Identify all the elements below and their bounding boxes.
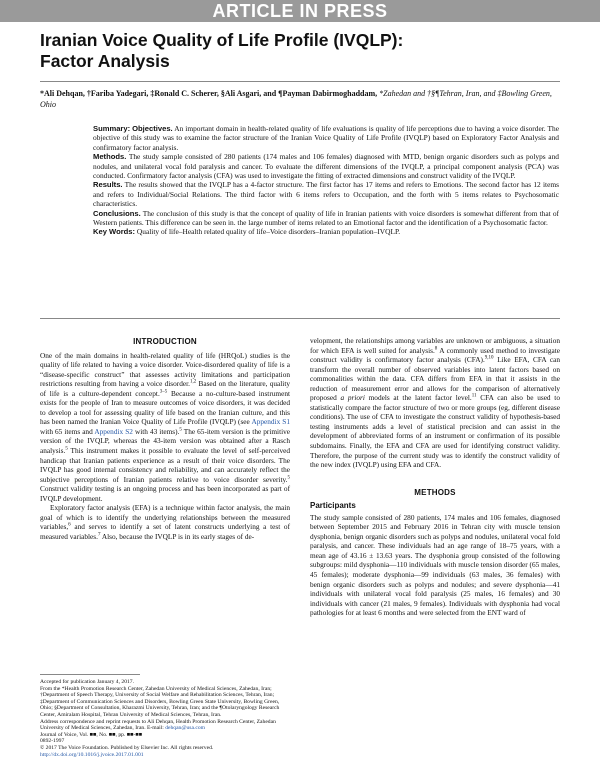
abstract-objectives: [93, 124, 559, 152]
abstract-results: [93, 180, 559, 208]
doi-link[interactable]: http://dx.doi.org/10.1016/j.jvoice.2017.01.001: [40, 751, 144, 758]
journal-info: Journal of Voice, Vol. ■■, No. ■■, pp. ■■-■■: [40, 731, 143, 738]
abstract-keywords: [93, 227, 559, 236]
participants-paragraph: The study sample consisted of 280 patients, 174 males and 106 females, diagnosed between September 2015 and February 2016 in Tehran city with muscle tension dysphonia, benign organic disorders such as polyps and nodules, unilateral vocal fold paralysis, and cancer. These individuals had an age range of 18–75 years, with a mean age of 43.16 ± 13.63 years. The dysphonia group consisted of the following subgroups: mild dysphonia—110 individuals with muscle tension disorder (65 males, 45 females); moderate dysphonia—99 individuals (63 males, 36 females) with benign organic disorders such as polyps and nodules; and severe dysphonia—41 individuals with unilateral vocal fold paralysis (25 males, 16 females) and 30 individuals with cancer (21 males, 9 females). Individuals with dysphonia had vocal pathologies for at least 6 months and were selected from the ENT ward of: [310, 512, 560, 618]
author-names: *Ali Dehqan, †Fariba Yadegari, ‡Ronald C. Scherer, §Ali Asgari, and ¶Payman Dabirmoghaddam,: [40, 89, 378, 98]
conclusions-text: The conclusion of this study is that the concept of quality of life in Iranian patients with voice disorders is somewhat different from that of Western patients. This difference can be seen in. the large number of items related to an Emotional factor and the identification of a Psychosomatic factor.: [93, 208, 559, 228]
participants-heading: Participants: [310, 501, 356, 511]
objectives-label: Objectives.: [132, 124, 173, 133]
intro-paragraph-2: Exploratory factor analysis (EFA) is a technique within factor analysis, the main goal of which is to identify the underlying relationships between the measured variables,$^6$ and serves to identify a set of latent constructs underlying a test of measured variables.$^7$ Also, because the IVQLP is in its early stages of de-: [40, 503, 290, 541]
footnotes: [40, 679, 290, 758]
intro-paragraph-3: velopment, the relationships among variables are unknown or ambiguous, a situation for which EFA is well suited for analysis.$^8$ A commonly used method to investigate construct validity is confirmatory factor analysis (CFA).$^{9,10}$ Like EFA, CFA can transform the overall number of observed variables into latent factors based on commonalities within the data. CFA differs from EFA in that it assists in the reduction of measurement error and allows for the comparison of alternatively proposed a priori models at the latent factor level.$^{11}$ CFA can also be used to statistically compare the factor structure of two or more groups (eg, different disease conditions). The use of CFA to investigate the construct validity of hypothesis-based testing instruments adds a level of statistical precision and can assist in the development of abbreviated forms of an instrument or confirmation of its possible subdomains. Finally, the EFA and CFA are used for identifying construct validity. Therefore, the purpose of the current study was to identify the construct validity of the new index (IVQLP) using EFA and CFA.: [310, 336, 561, 470]
title-rule: [40, 81, 560, 82]
accepted-date: Accepted for publication January 4, 2017.: [40, 679, 134, 685]
issn: 0892-1997: [40, 738, 65, 745]
article-in-press-banner: ARTICLE IN PRESS: [0, 0, 600, 22]
author-block: [40, 88, 560, 110]
results-text: The results showed that the IVQLP has a 4-factor structure. The first factor has 17 items and refers to Emotions. The second factor has 12 items and refers to Individual/Social Relations. The third factor with 6 items refers to Occupation, and the forth with 5 items relates to Psychosomatic characteristics.: [93, 180, 559, 209]
methods-text: The study sample consisted of 280 patients (174 males and 106 females) diagnosed with MTD, benign organic disorders such as polyps and nodules, and unilateral vocal fold paralysis and cancer. To evaluate the different dimensions of the IVQLP, a principal component analysis (PCA) was conducted. Confirmatory factor analysis (CFA) was used to investigate the fitting of extracted dimensions and construct validity of the IVQLP.: [93, 152, 559, 181]
appendix-s2-link[interactable]: Appendix S2: [94, 426, 133, 436]
keywords-text: Quality of life–Health related quality of life–Voice disorders–Iranian population–IVQLP.: [136, 227, 401, 237]
conclusions-label: Conclusions.: [93, 208, 141, 218]
article-title: [40, 30, 560, 72]
results-label: Results.: [93, 180, 123, 190]
abstract: [93, 124, 559, 237]
title-line-2: Factor Analysis: [40, 51, 170, 71]
methods-heading: METHODS: [414, 487, 456, 497]
correspondence-note: Address correspondence and reprint requests to Ali Dehqan, Health Promotion Research Center, Zahedan University of Medical Sciences, Zahedan, Iran. E-mail: dehqan@usa.com: [40, 718, 276, 732]
copyright: © 2017 The Voice Foundation. Published by Elsevier Inc. All rights reserved.: [40, 744, 214, 751]
email-link[interactable]: dehqan@usa.com: [165, 725, 205, 732]
abstract-conclusions: [93, 209, 559, 228]
footnote-rule: [40, 674, 140, 675]
abstract-rule: [40, 318, 560, 319]
summary-label: Summary:: [93, 124, 131, 133]
keywords-label: Key Words:: [93, 227, 136, 237]
right-column: [310, 336, 560, 618]
objectives-text: An important domain in health-related quality of life evaluations is quality of life perceptions due to having a voice disorder. The objective of this study was to examine the factor structure of the Iranian Voice Quality of Life Profile (IVQLP) based on Exploratory Factor Analysis and confirmatory factor analysis.: [93, 124, 559, 152]
appendix-s1-link[interactable]: Appendix S1: [251, 417, 290, 427]
intro-paragraph-1: One of the main domains in health-related quality of life (HRQoL) studies is the quality of life related to having a voice disorder. Voice-disordered quality of life is a “disease-specific construct” that assesses activity limitations and participation restrictions resulting from having a voice disorder.$^{1,2}$ Based on the literature, quality of life is a culture-dependent concept.$^{3-5}$ Because a no-culture-based instrument exists for the people of Iran to measure outcomes of voice disorders, it was decided to develop a tool for assessing quality of life based on the Iranian culture, and this has been named the Iranian Voice Quality of Life Profile (IVQLP) (see Appendix S1 with 65 items and Appendix S2 with 43 items).$^5$ The 65-item version is the primitive version of the IVQLP, whereas the 43-item version was obtained after a Rasch analysis.$^5$ This instrument makes it possible to evaluate the level of self-perceived handicap that Iranian patients experience as a result of their voice disorders. The IVQLP has good internal consistency and reliability, and can accurately reflect the subjective perceptions of Iranian patients relative to voice disorder severity.$^5$ Construct validity testing is an ongoing process and has been incorporated as part of IVQLP development.: [40, 350, 291, 503]
affiliation-note: From the *Health Promotion Research Center, Zahedan University of Medical Sciences, Zahedan, Iran; †Department of Speech Therapy, University of Social Welfare and Rehabilitation Sciences, Tehran, Iran; ‡Department of Communication Sciences and Disorders, Bowling Green State University, Bowling Green, Ohio; §Department of Consultation, Kharazmi University, Tehran, Iran; and the ¶Otolaryngology Research Center, Amiralam Hospital, Tehran University of Medical Sciences, Tehran, Iran.: [40, 685, 280, 718]
introduction-heading: INTRODUCTION: [133, 337, 197, 346]
left-column: [40, 337, 290, 541]
methods-label: Methods.: [93, 152, 127, 162]
author-affiliations: *Zahedan and †§¶Tehran, Iran, and ‡Bowling Green, Ohio: [40, 89, 552, 109]
title-line-1: Iranian Voice Quality of Life Profile (IVQLP):: [40, 30, 404, 50]
abstract-methods: [93, 152, 559, 180]
